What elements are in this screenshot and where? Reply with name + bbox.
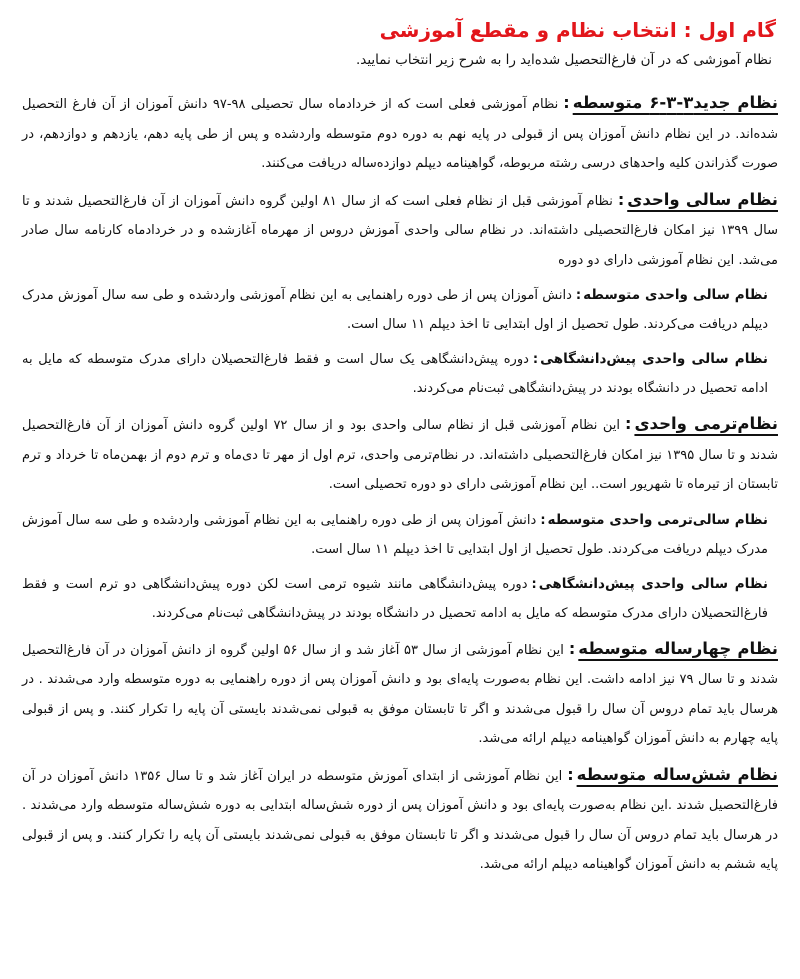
subsection-term-preuniversity: نظام سالی واحدی پیش‌دانشگاهی:دوره پیش‌دانشگاهی مانند شیوه ترمی است لکن دوره پیش‌دانشگاهی دو ترم است و فقط فارغ‌التحصیلان دارای مدرک متوسطه که مایل به ادامه تحصیل در دانشگاه بودند در پیش‌دانشگاهی ثبت‌نام می‌کردند.: [22, 575, 768, 621]
subsection-heading: نظام سالی واحدی پیش‌دانشگاهی: [540, 351, 768, 367]
section-text: این نظام آموزشی قبل از نظام سالی واحدی بود و از سال ۷۲ اولین گروه دانش آموزان از آن فارغ‌التحصیل شدند و تا سال ۱۳۹۵ نیز امکان فارغ‌التحصیلی داشته‌اند. در نظام‌ترمی واحدی، ترم اول از مهر تا دی‌ماه و ترم دوم از بهمن‌ماه تا خرداد و ترم تابستان از تیرماه تا شهریور است.. این نظام آموزشی دارای دو دوره تحصیلی است.: [22, 418, 779, 492]
subsection-yearly-secondary: نظام سالی واحدی متوسطه:دانش آموزان پس از طی دوره راهنمایی به این نظام آموزشی واردشده و طی سه سال آموزش مدرک دیپلم دریافت می‌کردند. طول تحصیل از اول ابتدایی تا اخذ دیپلم ۱۱ سال است.: [22, 287, 768, 332]
page-title: گام اول : انتخاب نظام و مقطع آموزشی: [379, 18, 776, 42]
subsection-heading: نظام سالی‌ترمی واحدی متوسطه: [547, 511, 768, 528]
section-term-unit-system: نظام‌ترمی واحدی:این نظام آموزشی قبل از نظام سالی واحدی بود و از سال ۷۲ اولین گروه دانش آموزان از آن فارغ‌التحصیل شدند و تا سال ۱۳۹۵ نیز امکان فارغ‌التحصیلی داشته‌اند. در نظام‌ترمی واحدی، ترم اول از مهر تا دی‌ماه و ترم دوم از بهمن‌ماه تا خرداد و ترم تابستان از تیرماه تا شهریور است.. این نظام آموزشی دارای دو دوره تحصیلی است.: [22, 414, 779, 492]
subsection-term-secondary: نظام سالی‌ترمی واحدی متوسطه:دانش آموزان پس از طی دوره راهنمایی به این نظام آموزشی واردشده و طی سه سال آموزش مدرک دیپلم دریافت می‌کردند. طول تحصیل از اول ابتدایی تا اخذ دیپلم ۱۱ سال است.: [22, 511, 768, 557]
section-text: نظام آموزشی فعلی است که از خردادماه سال تحصیلی ۹۸-۹۷ دانش آموزان از آن فارغ التحصیل شده‌اند. در این نظام دانش آموزان پس از قبولی در پایه نهم به دوره دوم متوسطه واردشده و پس از طی پایه دهم، یازدهم و دوازدهم، در صورت گذراندن کلیه واحدهای درسی رشته مربوطه، گواهینامه دیپلم دوازده‌ساله دریافت می‌کنند.: [22, 97, 778, 171]
section-heading: نظام جدید۳-۳-۶ متوسطه: [572, 93, 778, 112]
section-four-year-system: نظام چهارساله متوسطه:این نظام آموزشی از سال ۵۳ آغاز شد و از سال ۵۶ اولین گروه از دانش آموزان در آن فارغ‌التحصیل شدند و تا سال ۷۹ نیز ادامه داشت. این نظام به‌صورت پایه‌ای بود و دانش آموزان پس از دوره راهنمایی به دوره متوسطه وارد می‌شدند . در هرسال باید تمام دروس آن سال را قبول می‌شدند و اگر تا تابستان موفق به قبولی نمی‌شدند بایستی آن پایه را تکرار کنند. و پس از قبولی پایه چهارم به دانش آموزان گواهینامه دیپلم ارائه می‌شد.: [22, 638, 778, 746]
subsection-yearly-preuniversity: نظام سالی واحدی پیش‌دانشگاهی:دوره پیش‌دانشگاهی یک سال است و فقط فارغ‌التحصیلان دارای مدرک متوسطه که مایل به ادامه تحصیل در دانشگاه بودند در پیش‌دانشگاهی ثبت‌نام می‌کردند.: [22, 351, 768, 396]
section-six-year-system: نظام شش‌ساله متوسطه:این نظام آموزشی از ابتدای آموزش متوسطه در ایران آغاز شد و تا سال ۱۳۵۶ دانش آموزان در آن فارغ‌التحصیل شدند .این نظام به‌صورت پایه‌ای بود و دانش آموزان پس از دوره شش‌ساله ابتدایی به دوره شش‌ساله متوسطه وارد می‌شدند . در هرسال باید تمام دروس آن سال را قبول می‌شدند و اگر تا تابستان موفق به قبولی نمی‌شدند بایستی آن پایه را تکرار کنند. و پس از قبولی پایه ششم به دانش آموزان گواهینامه دیپلم ارائه می‌شد.: [22, 764, 779, 872]
section-heading: نظام‌ترمی واحدی: [634, 414, 778, 433]
subsection-text: دوره پیش‌دانشگاهی یک سال است و فقط فارغ‌التحصیلان دارای مدرک متوسطه که مایل به ادامه تحصیل در دانشگاه بودند در پیش‌دانشگاهی ثبت‌نام می‌کردند.: [22, 352, 768, 396]
section-heading: نظام شش‌ساله متوسطه: [576, 764, 779, 784]
section-heading: نظام سالی واحدی: [627, 189, 778, 209]
subsection-heading: نظام سالی واحدی پیش‌دانشگاهی: [538, 575, 768, 592]
section-text: این نظام آموزشی از سال ۵۳ آغاز شد و از سال ۵۶ اولین گروه از دانش آموزان در آن فارغ‌التحصیل شدند و تا سال ۷۹ نیز ادامه داشت. این نظام به‌صورت پایه‌ای بود و دانش آموزان پس از دوره راهنمایی به دوره متوسطه وارد می‌شدند . در هرسال باید تمام دروس آن سال را قبول می‌شدند و اگر تا تابستان موفق به قبولی نمی‌شدند بایستی آن پایه را تکرار کنند. و پس از قبولی پایه چهارم به دانش آموزان گواهینامه دیپلم ارائه می‌شد.: [22, 642, 778, 746]
subsection-heading: نظام سالی واحدی متوسطه: [583, 287, 768, 303]
section-heading: نظام چهارساله متوسطه: [578, 638, 778, 658]
subsection-text: دانش آموزان پس از طی دوره راهنمایی به این نظام آموزشی واردشده و طی سه سال آموزش مدرک دیپلم دریافت می‌کردند. طول تحصیل از اول ابتدایی تا اخذ دیپلم ۱۱ سال است.: [22, 288, 768, 332]
section-text: نظام آموزشی قبل از نظام فعلی است که از سال ۸۱ اولین گروه دانش آموزان از آن فارغ‌التحصیل شدند و تا سال ۱۳۹۹ نیز امکان فارغ‌التحصیلی داشته‌اند. در نظام سالی واحدی آموزش دروس از مهرماه آغازشده و در خردادماه کارنامه سال صادر می‌شد. این نظام آموزشی دارای دو دوره: [22, 193, 778, 268]
section-yearly-unit-system: نظام سالی واحدی:نظام آموزشی قبل از نظام فعلی است که از سال ۸۱ اولین گروه دانش آموزان از آن فارغ‌التحصیل شدند و تا سال ۱۳۹۹ نیز امکان فارغ‌التحصیلی داشته‌اند. در نظام سالی واحدی آموزش دروس از مهرماه آغازشده و در خردادماه کارنامه سال صادر می‌شد. این نظام آموزشی دارای دو دوره: [22, 189, 778, 268]
subsection-text: دوره پیش‌دانشگاهی مانند شیوه ترمی است لکن دوره پیش‌دانشگاهی دو ترم است و فقط فارغ‌التحصیلان دارای مدرک متوسطه که مایل به ادامه تحصیل در دانشگاه بودند در پیش‌دانشگاهی ثبت‌نام می‌کردند.: [22, 576, 768, 621]
intro-text: نظام آموزشی که در آن فارغ‌التحصیل شده‌اید را به شرح زیر انتخاب نمایید.: [355, 52, 772, 68]
subsection-text: دانش آموزان پس از طی دوره راهنمایی به این نظام آموزشی واردشده و طی سه سال آموزش مدرک دیپلم دریافت می‌کردند. طول تحصیل از اول ابتدایی تا اخذ دیپلم ۱۱ سال است.: [22, 512, 768, 557]
section-new-system: نظام جدید۳-۳-۶ متوسطه:نظام آموزشی فعلی است که از خردادماه سال تحصیلی ۹۸-۹۷ دانش آموزان از آن فارغ التحصیل شده‌اند. در این نظام دانش آموزان پس از قبولی در پایه نهم به دوره دوم متوسطه واردشده و پس از طی پایه دهم، یازدهم و دوازدهم، در صورت گذراندن کلیه واحدهای درسی رشته مربوطه، گواهینامه دیپلم دوازده‌ساله دریافت می‌کنند.: [22, 93, 778, 171]
section-text: این نظام آموزشی از ابتدای آموزش متوسطه در ایران آغاز شد و تا سال ۱۳۵۶ دانش آموزان در آن فارغ‌التحصیل شدند .این نظام به‌صورت پایه‌ای بود و دانش آموزان پس از دوره شش‌ساله ابتدایی به دوره شش‌ساله متوسطه وارد می‌شدند . در هرسال باید تمام دروس آن سال را قبول می‌شدند و اگر تا تابستان موفق به قبولی نمی‌شدند بایستی آن پایه را تکرار کنند. و پس از قبولی پایه ششم به دانش آموزان گواهینامه دیپلم ارائه می‌شد.: [22, 768, 778, 872]
